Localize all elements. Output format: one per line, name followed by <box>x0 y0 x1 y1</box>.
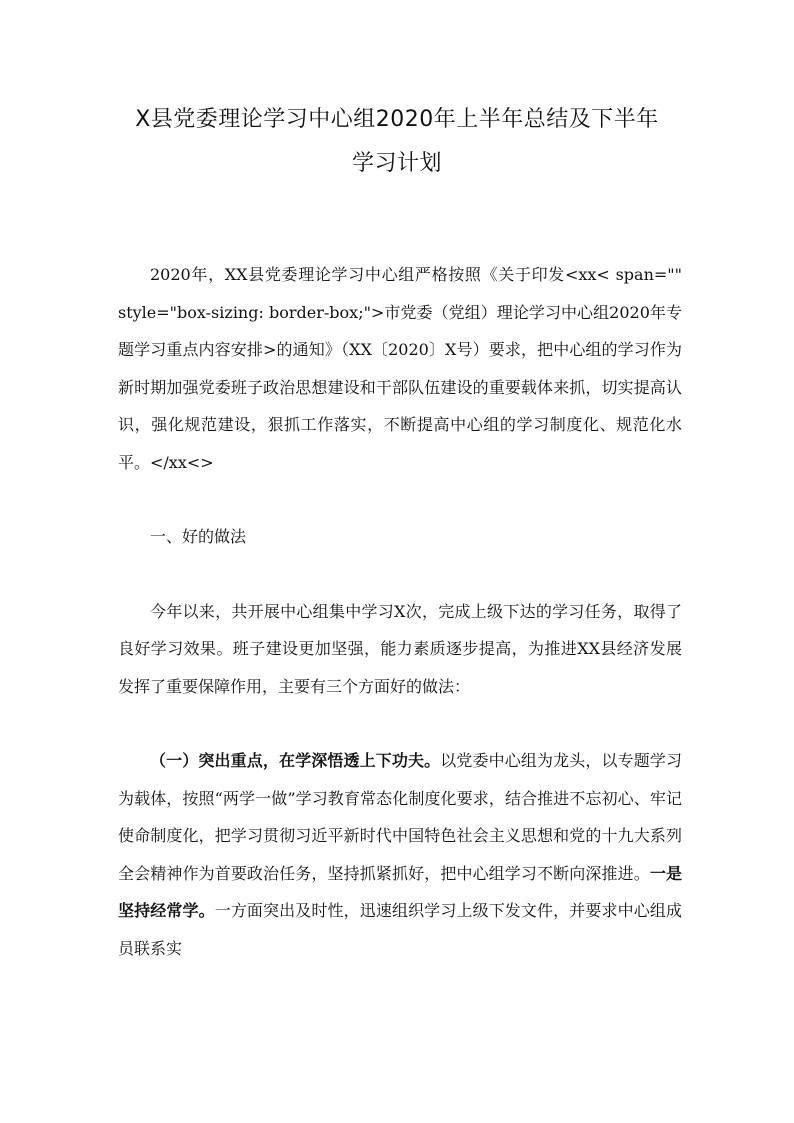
point-one-heading: 一是坚持经常学。 <box>118 863 682 920</box>
document-title <box>110 98 684 186</box>
subsection-paragraph <box>118 742 682 967</box>
intro-paragraph: 2020年，XX县党委理论学习中心组严格按照《关于印发<xx< span="" style="box-sizing: border-box;">市党委（党组）理论学习中心组2020年专题学习重点内容安排>的通知》（XX〔2020〕X号）要求，把中心组的学习作为新时期加强党委班子政治思想建设和干部队伍建设的重要载体来抓，切实提高认识，强化规范建设，狠抓工作落实，不断提高中心组的学习制度化、规范化水平。</xx<> <box>118 265 682 472</box>
subsection-heading: （一）突出重点，在学深悟透上下功夫。 <box>150 751 441 770</box>
point-one-text: 一方面突出及时性，迅速组织学习上级下发文件，并要求中心组成员联系实 <box>118 901 682 958</box>
subsection-text: 以党委中心组为龙头，以专题学习为载体，按照“两学一做”学习教育常态化制度化要求，结合推进不忘初心、牢记使命制度化，把学习贯彻习近平新时代中国特色社会主义思想和党的十九大系列全会精神作为首要政治任务，坚持抓紧抓好，把中心组学习不断向深推进。 <box>118 751 682 883</box>
section-heading-good-practices: 一、好的做法 <box>150 527 247 546</box>
section-paragraph: 今年以来，共开展中心组集中学习X次，完成上级下达的学习任务，取得了良好学习效果。班子建设更加坚强，能力素质逐步提高，为推进XX县经济发展发挥了重要保障作用，主要有三个方面好的做法： <box>118 601 682 696</box>
title-line-1: X县党委理论学习中心组2020年上半年总结及下半年 <box>135 107 659 132</box>
title-line-2: 学习计划 <box>351 151 442 176</box>
document-body <box>118 256 682 967</box>
